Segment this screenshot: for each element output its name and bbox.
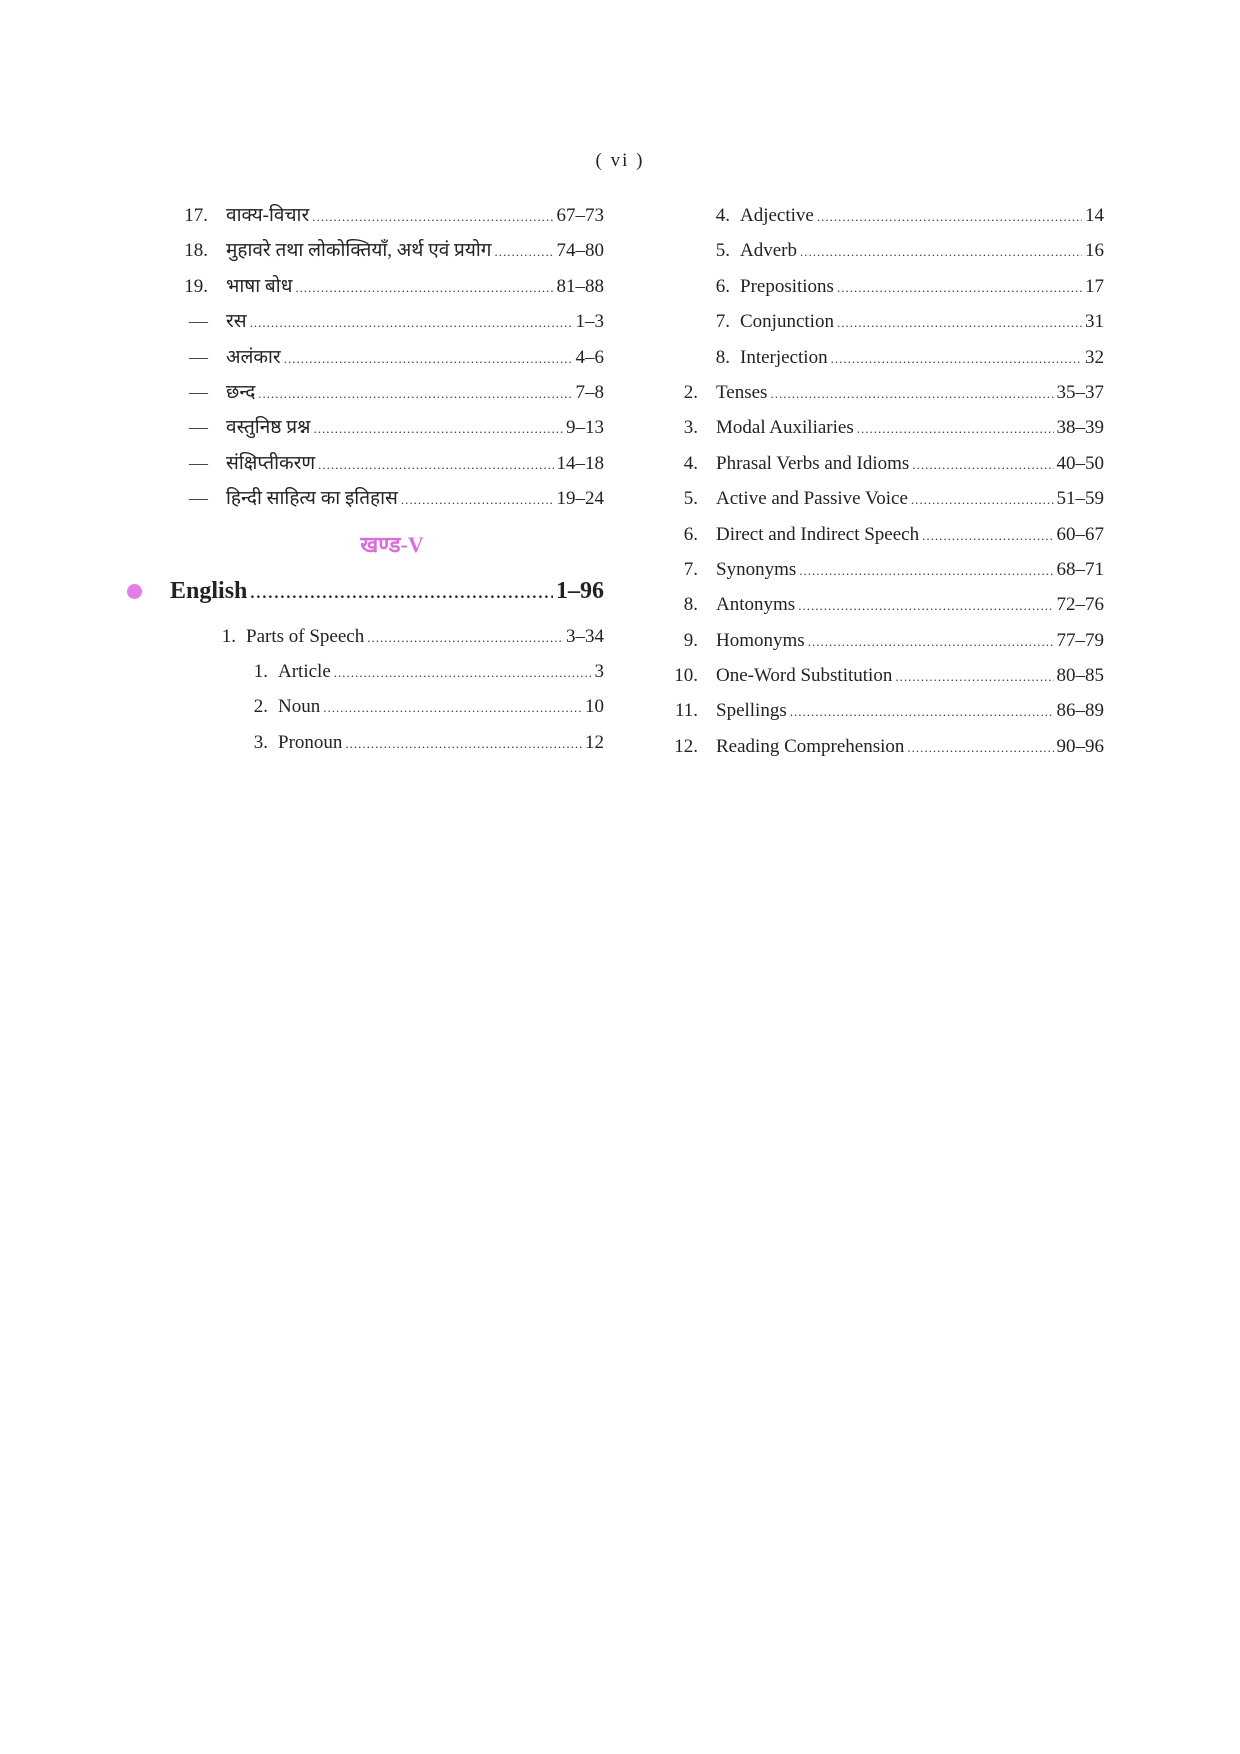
toc-entry-pages: 14 [1085, 205, 1104, 226]
toc-entry-number: 6. [715, 275, 730, 297]
toc-entry-pages: 67–73 [556, 205, 604, 226]
toc-entry-pages: 3–34 [566, 625, 604, 647]
toc-entry[interactable] [180, 725, 604, 760]
toc-entry-pages: 32 [1085, 346, 1104, 368]
toc-entry-number: 10. [674, 665, 698, 687]
toc-entry-number: 19. [184, 275, 208, 297]
toc-entry[interactable] [180, 410, 604, 445]
toc-entry[interactable] [180, 619, 604, 654]
toc-entry-pages: 51–59 [1056, 488, 1104, 510]
toc-entry[interactable] [180, 689, 604, 724]
toc-entry[interactable] [670, 269, 1104, 304]
toc-entry[interactable] [670, 304, 1104, 339]
leader-dots [799, 553, 1053, 588]
leader-dots [857, 411, 1054, 446]
toc-entry-label: छन्द [226, 381, 256, 403]
page-number: ( vi ) [595, 150, 645, 171]
leader-dots [284, 341, 573, 376]
toc-entry-number: 18. [184, 240, 208, 262]
leader-dots [334, 655, 592, 690]
toc-entry-label: One-Word Substitution [716, 665, 893, 687]
toc-entry-label: Modal Auxiliaries [716, 417, 854, 439]
toc-entry[interactable] [670, 693, 1104, 728]
toc-entry-label: वस्तुनिष्ठ प्रश्न [226, 417, 311, 439]
toc-entry-label: Synonyms [716, 558, 797, 580]
toc-entry-pages: 60–67 [1056, 523, 1104, 545]
toc-entry-label: Reading Comprehension [716, 735, 905, 757]
toc-entry-label: Interjection [740, 346, 828, 368]
toc-entry-label: Antonyms [716, 594, 796, 616]
toc-left-column [170, 198, 604, 760]
toc-entry[interactable] [670, 410, 1104, 445]
leader-dots [837, 270, 1082, 305]
section-heading: खण्ड-V [360, 531, 424, 557]
leader-dots [312, 199, 553, 234]
leader-dots [318, 447, 553, 482]
toc-entry[interactable] [180, 233, 604, 268]
toc-entry-label: Prepositions [740, 275, 834, 297]
toc-entry-number: 3. [253, 731, 268, 753]
toc-entry-number: 17. [184, 205, 208, 226]
toc-entry[interactable] [180, 481, 604, 516]
toc-entry-label: Spellings [716, 700, 787, 722]
toc-entry[interactable] [670, 552, 1104, 587]
toc-entry[interactable] [670, 233, 1104, 268]
toc-entry-label: भाषा बोध [226, 275, 293, 297]
toc-entry[interactable] [670, 340, 1104, 375]
toc-entry-number: 3. [683, 417, 698, 439]
toc-entry[interactable] [670, 623, 1104, 658]
toc-entry-number: 1. [253, 660, 268, 682]
leader-dots [345, 726, 582, 761]
toc-entry-number: 2. [683, 381, 698, 403]
toc-entry-number: 6. [683, 523, 698, 545]
toc-entry-pages: 72–76 [1056, 594, 1104, 616]
toc-english-list [670, 198, 1104, 764]
toc-entry[interactable] [670, 587, 1104, 622]
toc-entry-pages: 81–88 [556, 275, 604, 297]
toc-entry-label: Tenses [716, 381, 768, 403]
toc-entry-pages: 7–8 [575, 381, 604, 403]
toc-entry[interactable] [180, 269, 604, 304]
toc-entry-label: Phrasal Verbs and Idioms [716, 452, 910, 474]
toc-english-entry[interactable] [170, 567, 604, 615]
toc-entry-pages: 74–80 [556, 240, 604, 262]
leader-dots [367, 620, 563, 655]
toc-entry[interactable] [180, 198, 604, 233]
leader-dots [831, 341, 1082, 376]
leader-dots [323, 690, 582, 725]
toc-entry-label: Conjunction [740, 311, 834, 333]
toc-entry-label: Homonyms [716, 629, 805, 651]
toc-entry-number: — [189, 346, 208, 368]
toc-entry-number: — [189, 311, 208, 333]
toc-entry-label: English [170, 577, 248, 604]
leader-dots [250, 305, 573, 340]
leader-dots [313, 411, 563, 446]
toc-entry-pages: 35–37 [1056, 381, 1104, 403]
toc-entry-pages: 1–3 [575, 311, 604, 333]
toc-entry-pages: 17 [1085, 275, 1104, 297]
toc-hindi-list [180, 198, 604, 517]
toc-entry-label: Active and Passive Voice [716, 488, 908, 510]
toc-entry-pages: 31 [1085, 311, 1104, 333]
leader-dots [790, 694, 1054, 729]
toc-entry[interactable] [670, 446, 1104, 481]
toc-entry-pages: 80–85 [1056, 665, 1104, 687]
leader-dots [817, 199, 1082, 234]
leader-dots [798, 588, 1053, 623]
toc-entry-label: संक्षिप्तीकरण [226, 452, 316, 474]
toc-english-sublist [180, 619, 604, 761]
toc-entry[interactable] [180, 304, 604, 339]
toc-entry-pages: 9–13 [566, 417, 604, 439]
toc-entry-number: — [189, 488, 208, 510]
toc-entry[interactable] [180, 654, 604, 689]
toc-entry-number: 1. [221, 625, 236, 647]
toc-entry-pages: 19–24 [556, 488, 604, 510]
toc-entry-label: Direct and Indirect Speech [716, 523, 920, 545]
toc-entry-label: Parts of Speech [246, 625, 365, 647]
leader-dots [401, 482, 554, 517]
leader-dots [258, 376, 572, 411]
toc-entry-pages: 10 [585, 696, 604, 718]
toc-entry-pages: 1–96 [556, 577, 604, 604]
toc-entry[interactable] [670, 517, 1104, 552]
toc-entry-number: 11. [674, 700, 698, 722]
toc-entry-label: हिन्दी साहित्य का इतिहास [226, 488, 398, 510]
bullet-icon [127, 584, 142, 599]
toc-entry-label: मुहावरे तथा लोकोक्तियाँ, अर्थ एवं प्रयोग [226, 240, 492, 262]
toc-entry[interactable] [670, 729, 1104, 764]
toc-entry-pages: 38–39 [1056, 417, 1104, 439]
leader-dots [800, 234, 1082, 269]
toc-entry-number: 5. [715, 240, 730, 262]
toc-entry-number: — [189, 417, 208, 439]
toc-right-column [670, 198, 1104, 764]
toc-entry-pages: 4–6 [575, 346, 604, 368]
leader-dots [912, 447, 1053, 482]
leader-dots [895, 659, 1053, 694]
toc-entry[interactable] [180, 375, 604, 410]
toc-entry[interactable] [180, 446, 604, 481]
toc-entry-number: 5. [683, 488, 698, 510]
toc-entry-label: अलंकार [226, 346, 281, 368]
leader-dots [837, 305, 1082, 340]
leader-dots [494, 234, 553, 269]
leader-dots [295, 270, 553, 305]
toc-entry[interactable] [670, 481, 1104, 516]
toc-entry-pages: 14–18 [556, 452, 604, 474]
toc-entry-number: — [189, 452, 208, 474]
toc-entry-number: 9. [683, 629, 698, 651]
toc-entry-pages: 90–96 [1056, 735, 1104, 757]
toc-entry-pages: 16 [1085, 240, 1104, 262]
toc-entry-label: वाक्य-विचार [226, 205, 310, 226]
toc-entry-number: 8. [683, 594, 698, 616]
toc-entry-label: Pronoun [278, 731, 343, 753]
toc-entry-label: Adverb [740, 240, 797, 262]
toc-entry-pages: 68–71 [1056, 558, 1104, 580]
toc-entry-number: 12. [674, 735, 698, 757]
toc-entry-label: Noun [278, 696, 321, 718]
leader-dots [922, 518, 1053, 553]
leader-dots [808, 624, 1054, 659]
toc-entry-pages: 12 [585, 731, 604, 753]
toc-entry[interactable] [180, 340, 604, 375]
toc-entry-number: 4. [683, 452, 698, 474]
toc-entry-pages: 40–50 [1056, 452, 1104, 474]
toc-entry-number: 8. [715, 346, 730, 368]
toc-entry-pages: 86–89 [1056, 700, 1104, 722]
toc-entry-number: — [189, 381, 208, 403]
leader-dots [911, 482, 1054, 517]
toc-entry-number: 7. [683, 558, 698, 580]
leader-dots [770, 376, 1053, 411]
leader-dots [907, 730, 1053, 765]
toc-entry-number: 4. [715, 205, 730, 226]
toc-entry-label: Article [278, 660, 331, 682]
toc-entry[interactable] [670, 375, 1104, 410]
toc-entry-pages: 3 [594, 660, 604, 682]
leader-dots [250, 576, 553, 611]
toc-entry-pages: 77–79 [1056, 629, 1104, 651]
toc-entry-number: 2. [253, 696, 268, 718]
toc-entry[interactable] [670, 198, 1104, 233]
toc-entry[interactable] [670, 658, 1104, 693]
toc-entry-label: Adjective [740, 205, 814, 226]
toc-entry-number: 7. [715, 311, 730, 333]
toc-entry-label: रस [226, 311, 247, 333]
